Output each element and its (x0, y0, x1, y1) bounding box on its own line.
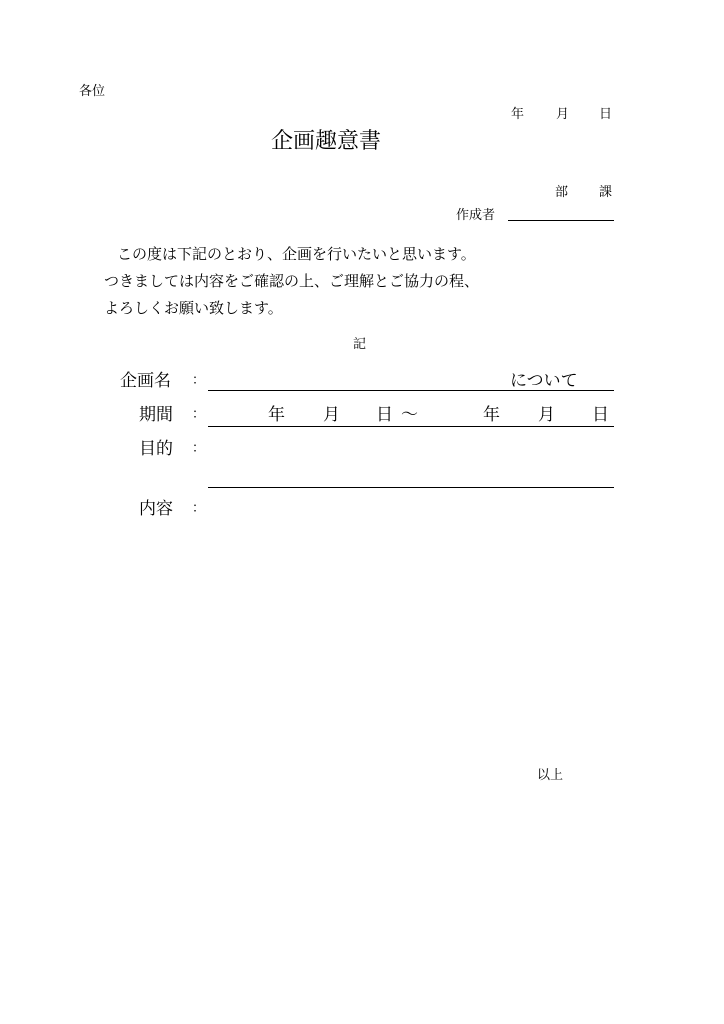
period-start-month: 月 (323, 405, 340, 425)
author-line (508, 220, 614, 221)
content-colon: ： (192, 501, 206, 516)
plan-name-label: 企画名 (120, 371, 171, 391)
intro-line-1: この度は下記のとおり、企画を行いたいと思います。 (117, 245, 476, 263)
closing-ijou: 以上 (537, 768, 564, 783)
plan-name-line (208, 390, 614, 391)
author-label: 作成者 (456, 208, 496, 223)
plan-name-colon: ： (192, 373, 206, 388)
period-line (208, 426, 614, 427)
intro-line-2: つきましては内容をご確認の上、ご理解とご協力の程、 (104, 272, 480, 290)
date-year: 年 (511, 107, 525, 122)
purpose-label: 目的 (139, 439, 173, 459)
period-end-month: 月 (538, 405, 555, 425)
period-tilde: ～ (401, 405, 418, 425)
ki-label: 記 (353, 337, 367, 352)
period-end-year: 年 (483, 405, 500, 425)
document-title: 企画趣意書 (271, 129, 382, 154)
date-day: 日 (599, 107, 613, 122)
department-bu: 部 (555, 185, 569, 200)
purpose-line (208, 487, 614, 488)
plan-name-suffix: について (510, 371, 578, 391)
period-start-day: 日 (376, 405, 393, 425)
date-month: 月 (556, 107, 570, 122)
period-start-year: 年 (268, 405, 285, 425)
addressee: 各位 (79, 84, 106, 99)
period-end-day: 日 (592, 405, 609, 425)
intro-line-3: よろしくお願い致します。 (104, 299, 283, 317)
content-label: 内容 (139, 499, 173, 519)
department-ka: 課 (599, 185, 613, 200)
period-colon: ： (192, 407, 206, 422)
period-label: 期間 (139, 405, 173, 425)
purpose-colon: ： (192, 441, 206, 456)
